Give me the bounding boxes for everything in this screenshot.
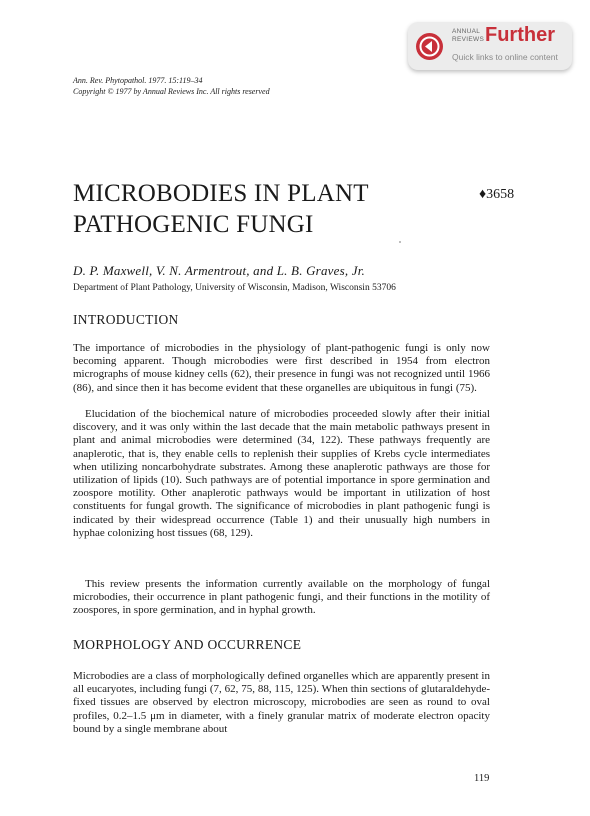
article-title xyxy=(73,178,369,240)
citation-line-1: Ann. Rev. Phytopathol. 1977. 15:119–34 xyxy=(73,76,203,85)
introduction-heading: INTRODUCTION xyxy=(73,312,179,327)
title-line-2: PATHOGENIC FUNGI xyxy=(73,211,314,238)
morphology-paragraph-1: Microbodies are a class of morphologically defined organelles which are apparently present in all eucaryotes, including fungi (7, 62, 75, 88, 115, 125). When thin sections of glutaraldehyde-fixed tissues are observed by electron microscopy, microbodies are seen as round to oval profiles, 0.2–1.5 μm in diameter, with a finely granular matrix of moderate electron opacity bound by a single membrane about xyxy=(73,670,490,735)
morphology-heading: MORPHOLOGY AND OCCURRENCE xyxy=(73,637,302,652)
banner-tagline: Quick links to online content xyxy=(452,52,558,62)
journal-citation xyxy=(73,75,270,97)
author-list: D. P. Maxwell, V. N. Armentrout, and L. B. Graves, Jr. xyxy=(73,263,365,278)
banner-further-label: Further xyxy=(485,24,555,46)
stray-dot xyxy=(399,241,401,243)
affiliation: Department of Plant Pathology, University of Wisconsin, Madison, Wisconsin 53706 xyxy=(73,283,396,293)
banner-reviews-label: REVIEWS xyxy=(452,36,485,43)
intro-paragraph-1: The importance of microbodies in the physiology of plant-pathogenic fungi is only now becoming apparent. Though microbodies were first described in 1954 from electron micrographs of mouse kidney cells (62), their presence in fungi was not recognized until 1966 (86), and since then it has become evident that these organelles are ubiquitous in fungi (75). xyxy=(73,342,490,394)
banner-annual-label: ANNUAL xyxy=(452,28,481,35)
article-id: ♦3658 xyxy=(479,187,515,202)
intro-paragraph-3: This review presents the information currently available on the morphology of fungal microbodies, their occurrence in plant pathogenic fungi, and their functions in the motility of zoospores, in spore germination, and in hyphal growth. xyxy=(73,578,490,617)
play-arrow-icon xyxy=(416,33,443,60)
page-number: 119 xyxy=(474,773,490,784)
annual-reviews-further-banner[interactable] xyxy=(408,22,572,70)
intro-paragraph-2: Elucidation of the biochemical nature of microbodies proceeded slowly after their initial discovery, and it was only within the last decade that the main metabolic pathways present in plant and animal microbodies were determined (34, 122). These pathways frequently are anaplerotic, that is, they enable cells to replenish their supplies of Krebs cycle intermediates when utilizing noncarbohydrate substrates. Among these anaplerotic pathways are those for utilization of lipids (10). Such pathways are of potential importance in spore germination and zoospore motility. Other anaplerotic pathways would be important in utilization of host constituents for fungal growth. The significance of microbodies in plant pathogenic fungi is indicated by their widespread occurrence (Table 1) and their unusually high numbers in hyphae colonizing host tissues (68, 129). xyxy=(73,408,490,539)
title-line-1: MICROBODIES IN PLANT xyxy=(73,180,369,207)
citation-line-2: Copyright © 1977 by Annual Reviews Inc. All rights reserved xyxy=(73,87,270,96)
